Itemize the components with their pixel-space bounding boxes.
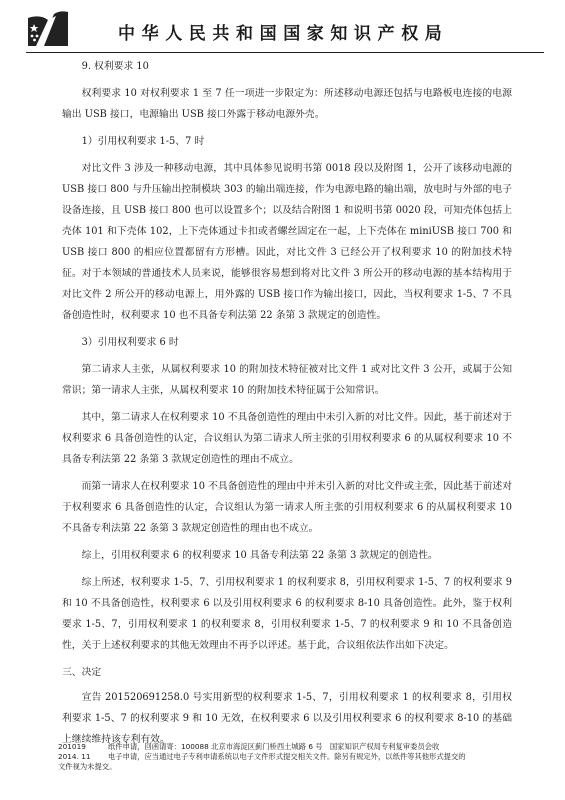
header-divider	[26, 52, 544, 53]
page-header	[0, 0, 565, 52]
subheading: 1）引用权利要求 1-5、7 时	[81, 136, 205, 147]
paragraph: 而第一请求人在权利要求 10 不具备创造性的理由中并未引入新的对比文件或主张，因此基于前述对于权利要求 6 具备创造性的认定，合议组认为第一请求人所主张的引用权利要求 6 的从属权利要求 10 不具备专利法第 22 条第 3 款规定创造性的理由也不成立。	[62, 481, 512, 534]
page-footer	[58, 742, 528, 772]
footer-mail-note: 纸件申请，回函请寄：100088 北京市海淀区蓟门桥西土城路 6 号 国家知识产权局专利复审委员会收	[108, 742, 440, 751]
form-code: 201019	[58, 742, 86, 751]
paragraph: 对比文件 3 涉及一种移动电源，其中具体参见说明书第 0018 段以及附图 1，公开了该移动电源的 USB 接口 800 与升压输出控制模块 303 的输出端连接，作为电源电路的输出端，放电时与外部的电子设备连接，且 USB 接口 800 也可以设置多个；以及结合附图 1 和说明书第 0020 段，可知壳体包括上壳体 101 和下壳体 102，上下壳体通过卡扣或者螺丝固定在一起，上下壳体在 miniUSB 接口 700 和 USB 接口 800 的相应位置都留有方形槽。因此，对比文件 3 已经公开了权利要求 10 的附加技术特征。对于本领域的普通技术人员来说，能够很容易想到将对比文件 3 所公开的移动电源的基本结构用于对比文件 2 所公开的移动电源上，用外露的 USB 接口作为输出接口，因此，当权利要求 1-5、7 不具备创造性时，权利要求 10 也不具备专利法第 22 条第 3 款规定的创造性。	[62, 163, 512, 321]
paragraph: 综上所述，权利要求 1-5、7、引用权利要求 1 的权利要求 8，引用权利要求 1-5、7 的权利要求 9 和 10 不具备创造性，权利要求 6 以及引用权利要求 6 的权利要求 8-10 具备创造性。此外，鉴于权利要求 1-5、7，引用权利要求 1 的权利要求 8，引用权利要求 1-5、7 的权利要求 9 和 10 不具备创造性，关于上述权利要求的其他无效理由不再予以评述。基于此，合议组依法作出如下决定。	[62, 577, 512, 651]
paragraph: 第二请求人主张，从属权利要求 10 的附加技术特征被对比文件 1 或对比文件 3 公开，或属于公知常识；第一请求人主张，从属权利要求 10 的附加技术特征属于公知常识。	[62, 364, 512, 396]
paragraph: 宣告 201520691258.0 号实用新型的权利要求 1-5、7，引用权利要求 1 的权利要求 8，引用权利要求 1-5、7 的权利要求 9 和 10 无效，在权利要求 6 以及引用权利要求 6 的权利要求 8-10 的基础上继续维持该专利有效。	[62, 692, 512, 745]
subheading: 3）引用权利要求 6 时	[81, 337, 179, 348]
paragraph: 权利要求 10 对权利要求 1 至 7 任一项进一步限定为：所述移动电源还包括与电路板电连接的电源输出 USB 接口，电源输出 USB 接口外露于移动电源外壳。	[62, 88, 512, 120]
document-body	[62, 56, 512, 756]
paragraph: 其中，第二请求人在权利要求 10 不具备创造性的理由中未引入新的对比文件。因此，基于前述对于权利要求 6 具备创造性的认定，合议组认为第二请求人所主张的引用权利要求 6 的从属权利要求 10 不具备专利法第 22 条第 3 款规定创造性的理由不成立。	[62, 412, 512, 465]
form-version: 2014. 11	[58, 752, 91, 761]
section-heading-claim-10: 9. 权利要求 10	[81, 61, 149, 72]
cnipa-logo-icon	[26, 6, 70, 50]
paragraph: 综上，引用权利要求 6 的权利要求 10 具备专利法第 22 条第 3 款规定的创造性。	[81, 550, 438, 561]
office-title: 中华人民共和国国家知识产权局	[118, 24, 449, 44]
footer-electronic-note: 电子申请，应当通过电子专利申请系统以电子文件形式提交相关文件。除另有规定外，以纸件等其他形式提交的	[108, 752, 466, 761]
section-heading-decision: 三、决定	[62, 667, 102, 678]
footer-electronic-note-cont: 文件视为未提交。	[58, 762, 117, 771]
